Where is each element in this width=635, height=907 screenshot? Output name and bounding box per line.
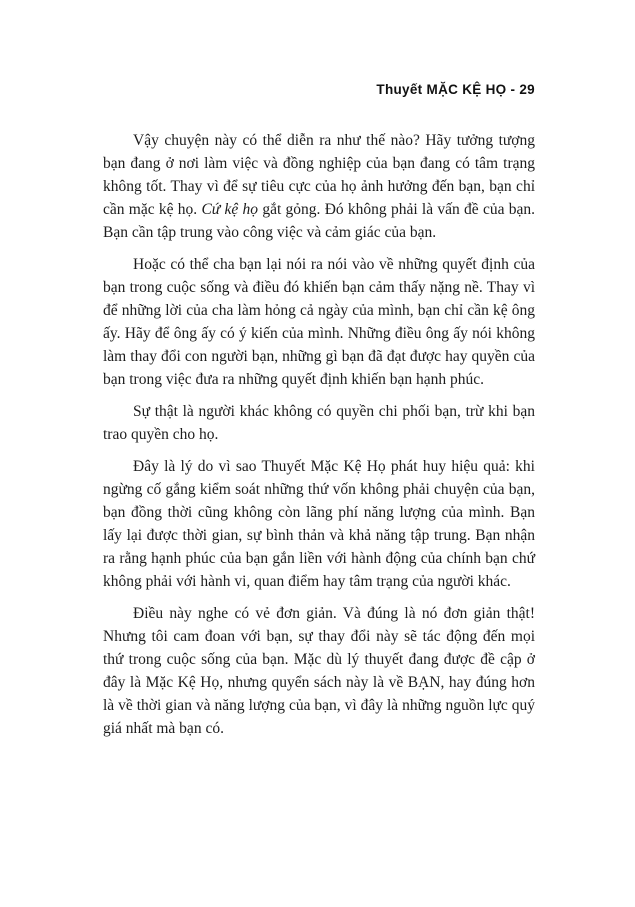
paragraph-3: Sự thật là người khác không có quyền chi phối bạn, trừ khi bạn trao quyền cho họ. — [103, 403, 535, 443]
paragraph-1-text-end: gắt gỏng. Đó không phải là vấn đề của bạn. Bạn cần tập trung vào công việc và cảm giác của bạn. — [103, 201, 535, 241]
paragraph-4: Đây là lý do vì sao Thuyết Mặc Kệ Họ phát huy hiệu quả: khi ngừng cố gắng kiểm soát những thứ vốn không phải chuyện của bạn, bạn đồng thời cũng không còn lãng phí năng lượng của mình. Bạn lấy lại được thời gian, sự bình thản và khả năng tập trung. Bạn nhận ra rằng hạnh phúc của bạn gắn liền với hành động của chính bạn chứ không phải với hành vi, quan điểm hay tâm trạng của người khác. — [103, 458, 535, 590]
paragraph-2: Hoặc có thể cha bạn lại nói ra nói vào về những quyết định của bạn trong cuộc sống và điều đó khiến bạn cảm thấy nặng nề. Thay vì để những lời của cha làm hỏng cả ngày của mình, bạn chỉ cần kệ ông ấy. Hãy để ông ấy có ý kiến của mình. Những điều ông ấy nói không làm thay đổi con người bạn, những gì bạn đã đạt được hay quyền của bạn trong việc đưa ra những quyết định khiến bạn hạnh phúc. — [103, 256, 535, 388]
running-head-title: Thuyết MẶC KỆ HỌ - 29 — [376, 82, 535, 97]
paragraph-1-text-start: Vậy chuyện này có thể diễn ra như thế nào? Hãy tưởng tượng bạn đang ở nơi làm việc và đồng nghiệp của bạn đang có tâm trạng không tốt. Thay vì để sự tiêu cực của họ ảnh hưởng đến bạn, bạn chỉ cần mặc kệ họ. — [103, 132, 535, 218]
page-body — [103, 129, 535, 740]
page-header — [103, 82, 535, 97]
paragraph-1 — [103, 129, 535, 244]
paragraph-5: Điều này nghe có vẻ đơn giản. Và đúng là nó đơn giản thật! Nhưng tôi cam đoan với bạn, sự thay đổi này sẽ tác động đến mọi thứ trong cuộc sống của bạn. Mặc dù lý thuyết đang được đề cập ở đây là Mặc Kệ Họ, nhưng quyển sách này là về BẠN, hay đúng hơn là về thời gian và năng lượng của bạn, vì đây là những nguồn lực quý giá nhất mà bạn có. — [103, 605, 535, 737]
paragraph-1-italic-phrase: Cứ kệ họ — [201, 201, 259, 218]
